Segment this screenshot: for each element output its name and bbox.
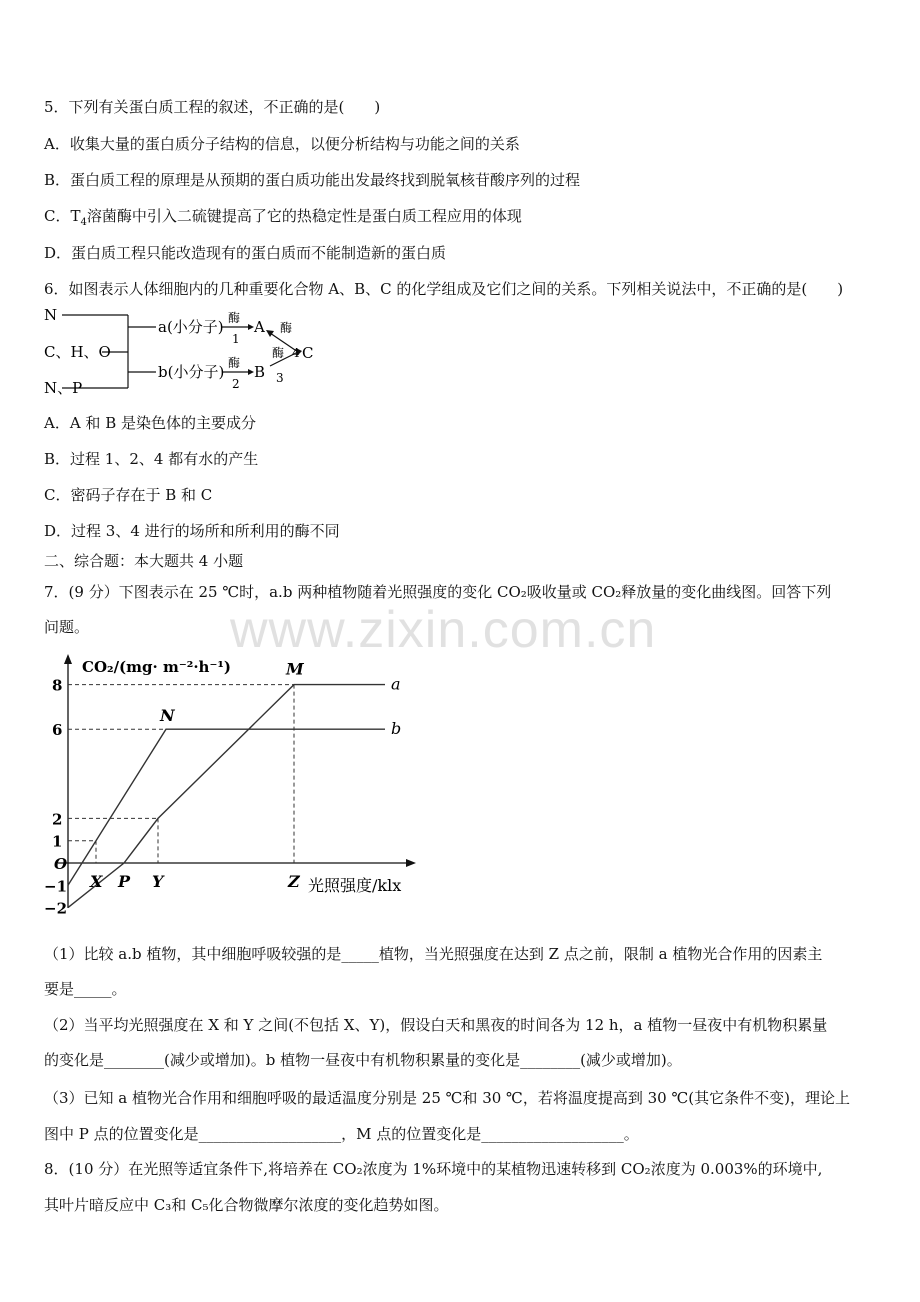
q5-option-a: A．收集大量的蛋白质分子结构的信息，以便分析结构与功能之间的关系 <box>44 135 520 153</box>
series-line-b <box>68 729 385 885</box>
element-np-label: N、P <box>44 379 83 397</box>
q6-option-a: A．A 和 B 是染色体的主要成分 <box>44 414 256 432</box>
enzyme-label-1: 酶 <box>228 311 241 325</box>
q6-stem: 6．如图表示人体细胞内的几种重要化合物 A、B、C 的化学组成及它们之间的关系。下列相关说法中，不正确的是( ) <box>44 280 844 298</box>
step-2-label: 2 <box>232 377 240 391</box>
q6-option-c: C．密码子存在于 B 和 C <box>44 486 213 504</box>
q8-line2: 其叶片暗反应中 C₃和 C₅化合物微摩尔浓度的变化趋势如图。 <box>44 1196 449 1214</box>
step-4-label: 4 <box>292 346 300 360</box>
x-tick-label-Y: Y <box>152 872 164 891</box>
q5-option-b: B．蛋白质工程的原理是从预期的蛋白质功能出发最终找到脱氧核苷酸序列的过程 <box>44 171 581 189</box>
y-tick-label: 6 <box>52 721 63 740</box>
q8-line1: 8．(10 分）在光照等适宜条件下,将培养在 CO₂浓度为 1%环境中的某植物迅速转移到 CO₂浓度为 0.003%的环境中, <box>44 1160 823 1178</box>
y-tick-label: O <box>54 855 68 873</box>
x-tick-label-X: X <box>90 872 103 891</box>
node-b-label: B <box>254 363 266 381</box>
small-molecule-b-label: b(小分子) <box>158 363 225 381</box>
step-3-label: 3 <box>276 371 284 385</box>
q5-option-c-prefix: C．T <box>44 207 81 225</box>
point-label-n: N <box>160 706 175 726</box>
q7-stem-line1: 7．(9 分）下图表示在 25 ℃时，a.b 两种植物随着光照强度的变化 CO₂吸收量或 CO₂释放量的变化曲线图。回答下列 <box>44 583 832 601</box>
watermark: www.zixin.com.cn <box>230 601 657 659</box>
series-line-a <box>68 685 385 908</box>
series-label-b: b <box>391 719 402 739</box>
x-axis-arrow <box>406 859 416 867</box>
y-axis-arrow <box>64 654 72 664</box>
step-1-label: 1 <box>232 332 240 346</box>
q7-sub2-line1: （2）当平均光照强度在 X 和 Y 之间(不包括 X、Y)，假设白天和黑夜的时间各为 12 h，a 植物一昼夜中有机物积累量 <box>44 1016 828 1034</box>
x-tick-label-P: P <box>118 872 131 891</box>
y-tick-label: −1 <box>44 877 68 896</box>
q6-option-b: B．过程 1、2、4 都有水的产生 <box>44 450 259 468</box>
y-axis-label: CO₂/(mg· m⁻²·h⁻¹) <box>82 658 232 676</box>
node-c-label: C <box>302 344 314 362</box>
node-a-label: A <box>254 318 265 336</box>
y-tick-label: 8 <box>52 676 63 695</box>
section-heading: 二、综合题：本大题共 4 小题 <box>44 552 244 570</box>
x-axis-label: 光照强度/klx <box>308 876 402 895</box>
co2-light-chart <box>40 650 460 925</box>
q6-option-d: D．过程 3、4 进行的场所和所利用的酶不同 <box>44 522 340 540</box>
q5-stem: 5．下列有关蛋白质工程的叙述，不正确的是( ) <box>44 98 381 116</box>
element-cho-label: C、H、O <box>44 343 111 361</box>
q5-option-d: D．蛋白质工程只能改造现有的蛋白质而不能制造新的蛋白质 <box>44 244 447 262</box>
q7-sub3-line2: 图中 P 点的位置变化是___________________，M 点的位置变化是___________________。 <box>44 1125 639 1143</box>
q7-sub1-line2: 要是_____。 <box>44 980 127 998</box>
q5-option-c-subscript: 4 <box>80 217 87 228</box>
enzyme-label-4: 酶 <box>272 346 285 360</box>
x-tick-label-Z: Z <box>288 872 300 891</box>
q7-stem-line2: 问题。 <box>44 618 90 636</box>
q5-option-c <box>44 205 522 228</box>
y-tick-label: 2 <box>52 810 63 829</box>
enzyme-label-2: 酶 <box>228 356 241 370</box>
y-tick-label: −2 <box>44 899 68 918</box>
small-molecule-a-label: a(小分子) <box>158 318 224 336</box>
point-label-m: M <box>286 659 304 679</box>
q7-sub2-line2: 的变化是________(减少或增加)。b 植物一昼夜中有机物积累量的变化是________(减少或增加)。 <box>44 1051 682 1069</box>
y-tick-label: 1 <box>52 832 63 851</box>
enzyme-label-3: 酶 <box>280 321 293 335</box>
element-n-label: N <box>44 306 58 324</box>
q5-option-c-text: 溶菌酶中引入二硫键提高了它的热稳定性是蛋白质工程应用的体现 <box>86 207 522 225</box>
compound-relation-diagram <box>40 300 330 410</box>
q7-sub1-line1: （1）比较 a.b 植物，其中细胞呼吸较强的是_____植物，当光照强度在达到 Z 点之前，限制 a 植物光合作用的因素主 <box>44 945 823 963</box>
series-label-a: a <box>391 674 401 694</box>
q7-sub3-line1: （3）已知 a 植物光合作用和细胞呼吸的最适温度分别是 25 ℃和 30 ℃，若将温度提高到 30 ℃(其它条件不变)，理论上 <box>44 1089 850 1107</box>
